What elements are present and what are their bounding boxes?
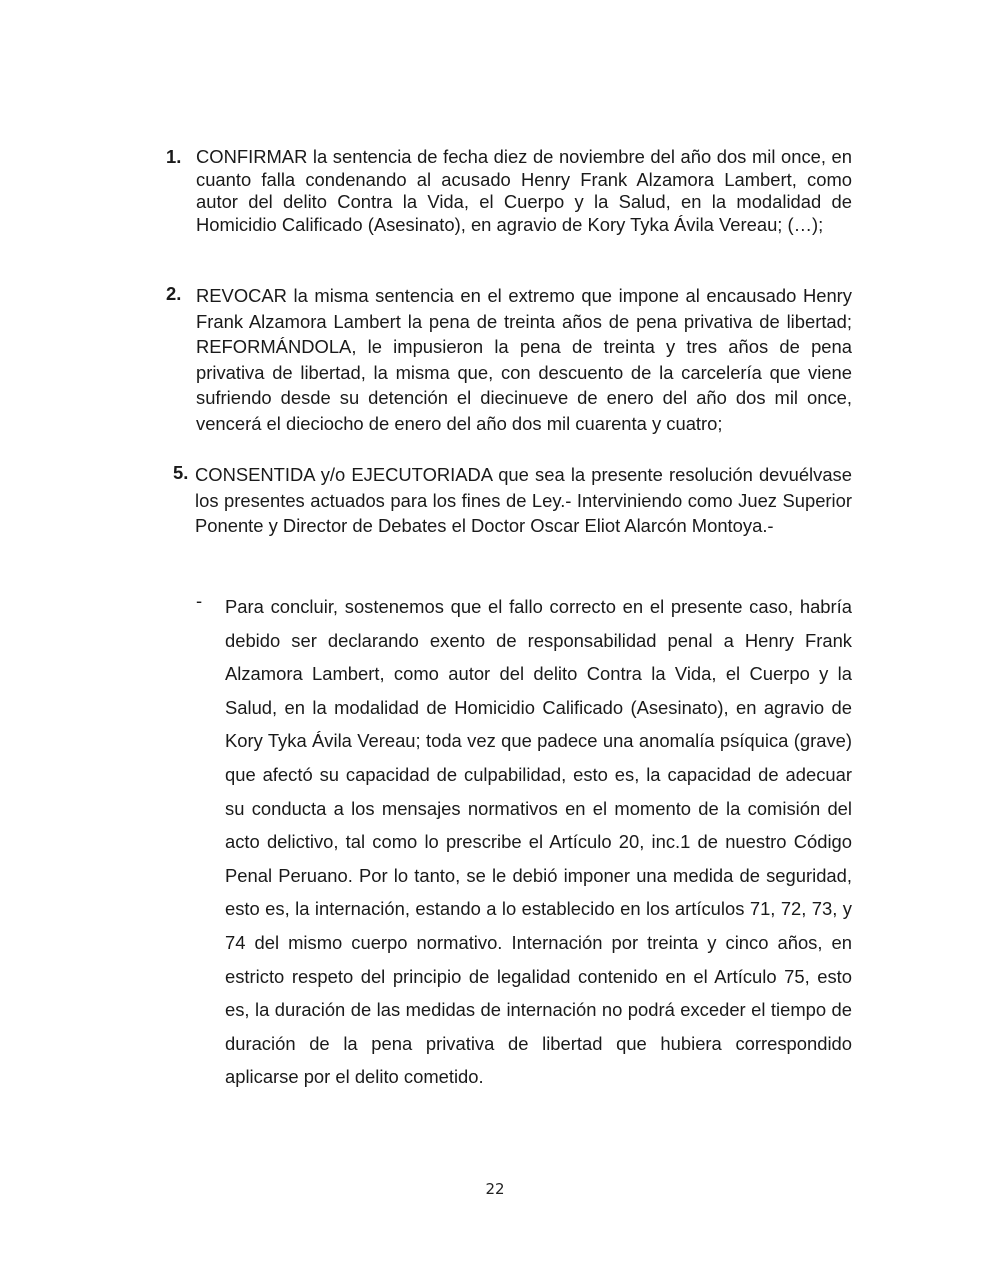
- bullet-text: Para concluir, sostenemos que el fallo correcto en el presente caso, habría debido ser declarando exento de responsabilidad penal a Henry Frank Alzamora Lambert, como autor del delito Contra la Vida, el Cuerpo y la Salud, en la modalidad de Homicidio Calificado (Asesinato), en agravio de Kory Tyka Ávila Vereau; toda vez que padece una anomalía psíquica (grave) que afectó su capacidad de culpabilidad, esto es, la capacidad de adecuar su conducta a los mensajes normativos en el momento de la comisión del acto delictivo, tal como lo prescribe el Artículo 20, inc.1 de nuestro Código Penal Peruano. Por lo tanto, se le debió imponer una medida de seguridad, esto es, la internación, estando a lo establecido en los artículos 71, 72, 73, y 74 del mismo cuerpo normativo. Internación por treinta y cinco años, en estricto respeto del principio de legalidad contenido en el Artículo 75, esto es, la duración de las medidas de internación no podrá exceder el tiempo de duración de la pena privativa de libertad que hubiera correspondido aplicarse por el delito cometido.: [225, 596, 852, 1088]
- bullet-marker: -: [196, 590, 203, 611]
- item-text: REVOCAR la misma sentencia en el extremo que impone al encausado Henry Frank Alzamora Lambert la pena de treinta años de pena privativa de libertad; REFORMÁNDOLA, le impusieron la pena de treinta y tres años de pena privativa de libertad, la misma que, con descuento de la carcelería que viene sufriendo desde su detención el diecinueve de enero del año dos mil once, vencerá el dieciocho de enero del año dos mil cuarenta y cuatro;: [196, 285, 852, 434]
- item-text: CONFIRMAR la sentencia de fecha diez de noviembre del año dos mil once, en cuanto falla condenando al acusado Henry Frank Alzamora Lambert, como autor del delito Contra la Vida, el Cuerpo y la Salud, en la modalidad de Homicidio Calificado (Asesinato), en agravio de Kory Tyka Ávila Vereau; (…);: [196, 146, 852, 235]
- item-text: CONSENTIDA y/o EJECUTORIADA que sea la presente resolución devuélvase los presentes actuados para los fines de Ley.- Interviniendo como Juez Superior Ponente y Director de Debates el Doctor Oscar Eliot Alarcón Montoya.-: [195, 464, 852, 536]
- item-number: 1.: [166, 146, 182, 167]
- page-number: 22: [485, 1180, 505, 1198]
- item-number: 2.: [166, 283, 182, 304]
- item-number: 5.: [173, 462, 189, 483]
